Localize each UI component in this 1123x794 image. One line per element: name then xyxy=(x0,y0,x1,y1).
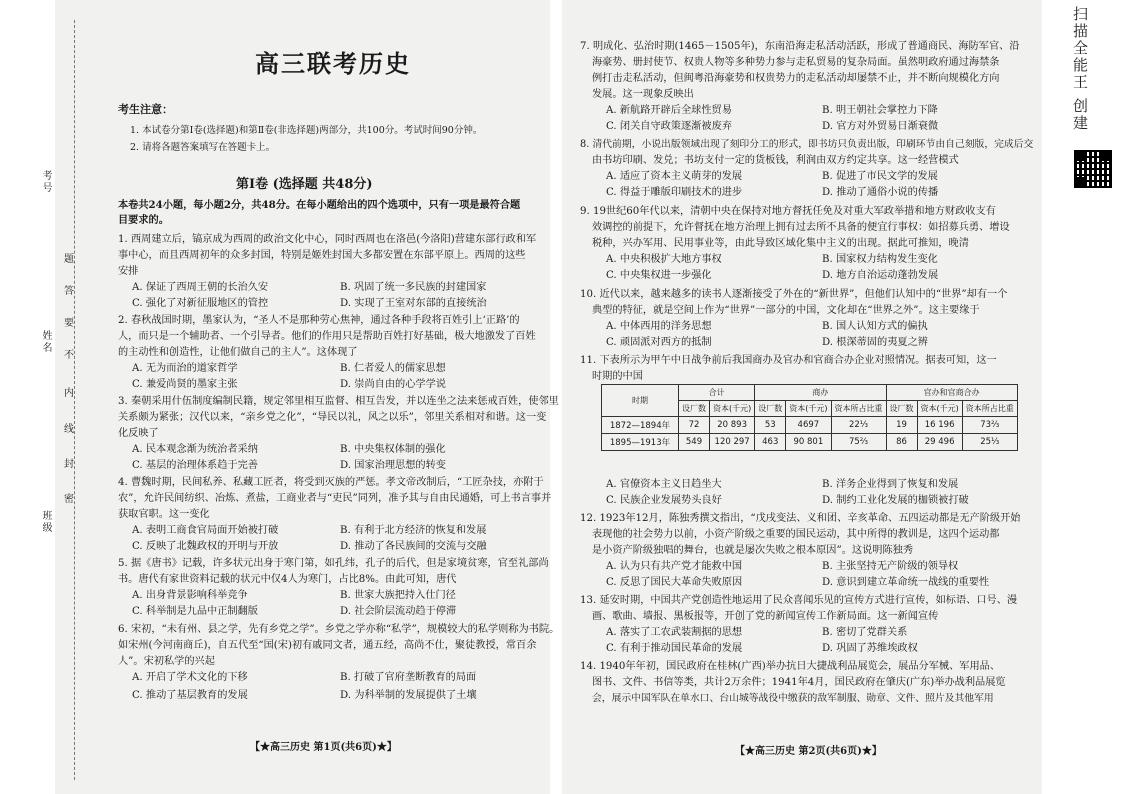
question-line: 税种，兴办军用、民用事业等，由此导致区域化集中主义的出现。据此可推知，晚清 xyxy=(592,238,969,249)
option: D. 为科举制的发展提供了土壤 xyxy=(340,690,477,701)
option: D. 巩固了苏维埃政权 xyxy=(822,643,918,654)
intro-line: 本卷共24小题，每小题2分，共48分。在每小题给出的四个选项中，只有一项是最符合题 xyxy=(118,199,521,211)
question-line: 7. 明成化、弘治时期(1465－1505年)，东南沿海走私活动活跃，形成了普通商民、海防军官、沿 xyxy=(580,41,1020,52)
table-cell: 16 196 xyxy=(917,417,962,434)
question-line: 3. 秦朝采用什伍制度编制民籍，规定邻里相互监督、相互告发，并以连坐之法来惩戒百姓，使邻里 xyxy=(118,396,559,407)
question-line: 化反映了 xyxy=(118,428,159,439)
option: C. 中央集权进一步强化 xyxy=(606,270,712,281)
option: A. 新航路开辟后全球性贸易 xyxy=(606,105,732,116)
option: C. 得益于雕版印刷技术的进步 xyxy=(606,187,743,198)
question-line: 农”，允许民间纺织、冶炼、煮盐，工商业者与“吏民”同列，准予其与自由民通婚，可上书言事并 xyxy=(118,493,552,504)
option: B. 打破了官府垄断教育的局面 xyxy=(340,672,477,683)
option: A. 中体西用的洋务思想 xyxy=(606,321,712,332)
option: C. 科举制是九品中正制翻版 xyxy=(132,606,258,617)
option: A. 落实了工农武装割据的思想 xyxy=(606,627,743,638)
option: D. 实现了王室对东部的直接统治 xyxy=(340,298,487,309)
table-cell: 1895—1913年 xyxy=(602,434,679,451)
table-cell: 25⅓ xyxy=(962,434,1017,451)
question-line: 图书、文件、书信等类，共计2万余件；1941年4月，国民政府在肇庆(广东)举办战利品展览 xyxy=(592,677,1006,688)
option: A. 中央积极扩大地方事权 xyxy=(606,254,722,265)
question-line: 的主动性和创造性，让他们做自己的主人”。这体现了 xyxy=(118,347,358,358)
option: C. 反映了北魏政权的开明与开放 xyxy=(132,541,279,552)
option: B. 明王朝社会掌控力下降 xyxy=(822,105,938,116)
option: B. 仁者爱人的儒家思想 xyxy=(340,363,446,374)
option: D. 国家治理思想的转变 xyxy=(340,460,446,471)
table-subheader: 资本(千元) xyxy=(917,401,962,417)
question-line: 4. 曹魏时期，民间私养、私藏工匠者，将受到灭族的严惩。孝文帝改制后，“工匠杂技，亦附于 xyxy=(118,477,544,488)
table-subheader: 资本(千元) xyxy=(786,401,831,417)
option: C. 强化了对新征服地区的管控 xyxy=(132,298,269,309)
question-line: 关系颇为紧张；汉代以来，“亲乡党之化”，“导民以礼，风之以乐”，邻里关系相对和谐。这一变 xyxy=(118,412,547,423)
enterprise-table xyxy=(601,384,1018,451)
table-subheader: 资本所占比重 xyxy=(962,401,1017,417)
seal-char: 答 xyxy=(64,286,74,297)
seal-char: 密 xyxy=(64,494,74,505)
question-line: 10. 近代以来，越来越多的读书人逐渐接受了外在的“新世界”，但他们认知中的“世界”却有一个 xyxy=(580,289,1008,300)
binding-gutter xyxy=(0,20,52,780)
table-cell: 22⅓ xyxy=(831,417,886,434)
question-line: 由书坊印刷、发兑；书坊支付一定的货板钱，利润由双方约定共享。这一经营模式 xyxy=(592,155,959,166)
option: A. 认为只有共产党才能救中国 xyxy=(606,561,743,572)
option: D. 推动了各民族间的交流与交融 xyxy=(340,541,487,552)
question-line: 11. 下表所示为甲午中日战争前后我国商办及官办和官商合办企业对照情况。据表可知，这一 xyxy=(580,355,997,366)
option: B. 主张坚持无产阶级的领导权 xyxy=(822,561,959,572)
option: B. 世家大族把持入仕门径 xyxy=(340,590,456,601)
option: B. 有利于北方经济的恢复和发展 xyxy=(340,525,487,536)
table-subheader: 资本所占比重 xyxy=(831,401,886,417)
option: A. 民本观念渐为统治者采纳 xyxy=(132,444,258,455)
table-cell: 463 xyxy=(755,434,786,451)
table-cell: 549 xyxy=(679,434,710,451)
question-line: 会，展示中国军队在单水口、台山城等战役中缴获的敌军制服、勋章、文件、照片及其他军用 xyxy=(592,693,994,704)
question-line: 5. 据《唐书》记载，许多状元出身于寒门第，如孔纬，孔子的后代，但是家境贫寒，官至礼部尚 xyxy=(118,558,549,569)
option: C. 闭关自守政策逐渐被废弃 xyxy=(606,121,732,132)
scanner-watermark: 扫描全能王 创建 xyxy=(1071,6,1089,132)
question-line: 时期的中国 xyxy=(592,371,643,382)
table-cell: 1872—1894年 xyxy=(602,417,679,434)
seal-char: 封 xyxy=(64,459,74,470)
seal-char: 内 xyxy=(64,388,74,399)
question-line: 画、歌曲、墙报、黑板报等，开创了党的新闻宣传工作新局面。这一新闻宣传 xyxy=(592,611,939,622)
intro-line: 目要求的。 xyxy=(118,214,169,226)
question-line: 9. 19世纪60年代以来，清朝中央在保持对地方督抚任免及对重大军政举措和地方财政收支有 xyxy=(580,206,996,217)
table-header: 官办和官商合办 xyxy=(886,385,1017,401)
option: D. 官方对外贸易日渐衰微 xyxy=(822,121,939,132)
option: D. 崇尚自由的心学学说 xyxy=(340,379,446,390)
seal-char: 线 xyxy=(64,424,74,435)
class-label: 班级 xyxy=(40,510,51,534)
table-cell: 72 xyxy=(679,417,710,434)
table-header: 商办 xyxy=(755,385,886,401)
table-subheader: 设厂数 xyxy=(755,401,786,417)
table-subheader: 设厂数 xyxy=(886,401,917,417)
question-line: 13. 延安时期，中国共产党创造性地运用了民众喜闻乐见的宣传方式进行宣传，如标语、口号、漫 xyxy=(580,595,1018,606)
binding-line xyxy=(74,20,75,780)
table-cell: 20 893 xyxy=(710,417,755,434)
option: B. 洋务企业得到了恢复和发展 xyxy=(822,479,959,490)
table-header: 时期 xyxy=(602,385,679,417)
table-subheader: 资本(千元) xyxy=(710,401,755,417)
name-label: 姓名 xyxy=(40,330,51,354)
option: D. 根深蒂固的夷夏之辨 xyxy=(822,337,928,348)
table-cell: 86 xyxy=(886,434,917,451)
question-line: 8. 清代前期，小说出版领域出现了刻印分工的形式，即书坊只负责出版，印刷环节由自己刻版，完成后交 xyxy=(580,139,1034,150)
option: D. 社会阶层流动趋于停滞 xyxy=(340,606,457,617)
question-line: 14. 1940年年初，国民政府在桂林(广西)举办抗日大捷战利品展览会，展品分军械、军用品、 xyxy=(580,661,1001,672)
question-line: 海豪势、册封使节、权贵人物等多种势力参与走私贸易的复杂局面。虽然明政府通过海禁条 xyxy=(592,57,1000,68)
table-cell: 120 297 xyxy=(710,434,755,451)
seal-char: 不 xyxy=(64,350,74,361)
table-cell: 73⅔ xyxy=(962,417,1017,434)
table-row xyxy=(602,434,1018,451)
question-line: 典型的特征，就是空间上作为“世界”一部分的中国，文化却在“世界之外”。这主要缘于 xyxy=(592,305,980,316)
question-line: 发展。这一现象反映出 xyxy=(592,89,694,100)
exam-number-label: 考号 xyxy=(40,170,51,194)
table-row xyxy=(602,417,1018,434)
option: D. 制约工业化发展的枷锁被打破 xyxy=(822,495,969,506)
page-footer: 【★高三历史 第1页(共6页)★】 xyxy=(250,742,397,753)
question-line: 例打击走私活动，但闽粤沿海豪势和权贵势力的走私活动却屡禁不止，并不断向规模化方向 xyxy=(592,73,1000,84)
option: A. 无为而治的道家哲学 xyxy=(132,363,238,374)
notice-heading: 考生注意： xyxy=(118,103,173,116)
question-line: 人”。宋初私学的兴起 xyxy=(118,656,215,667)
option: C. 兼爱尚贤的墨家主张 xyxy=(132,379,238,390)
option: B. 密切了党群关系 xyxy=(822,627,908,638)
question-line: 1. 西周建立后，镐京成为西周的政治文化中心，同时西周也在洛邑(今洛阳)营建东部行政和军 xyxy=(118,234,537,245)
table-cell: 29 496 xyxy=(917,434,962,451)
option: B. 国人认知方式的偏执 xyxy=(822,321,928,332)
question-line: 人，而只是一个辅助者、一个引导者。他们的作用只是帮助百姓打好基础，极大地激发了百姓 xyxy=(118,331,536,342)
option: C. 反思了国民大革命失败原因 xyxy=(606,577,743,588)
option: A. 开启了学术文化的下移 xyxy=(132,672,248,683)
option: C. 基层的治理体系趋于完善 xyxy=(132,460,258,471)
option: D. 推动了通俗小说的传播 xyxy=(822,187,939,198)
question-line: 表现他的社会势力以前，小资产阶级之重要的国民运动，其中所得的教训是，这四个运动都 xyxy=(592,529,1000,540)
option: A. 适应了资本主义萌芽的发展 xyxy=(606,171,743,182)
table-cell: 75⅔ xyxy=(831,434,886,451)
table-cell: 19 xyxy=(886,417,917,434)
seal-char: 要 xyxy=(64,318,74,329)
notice-line: 1. 本试卷分第Ⅰ卷(选择题)和第Ⅱ卷(非选择题)两部分，共100分。考试时间90分钟。 xyxy=(130,125,483,136)
page-title: 高三联考历史 xyxy=(255,49,411,78)
question-line: 是小资产阶级独唱的舞台，也就是屡次失败之根本原因”。这说明陈独秀 xyxy=(592,545,914,556)
table-cell: 4697 xyxy=(786,417,831,434)
question-line: 安排 xyxy=(118,266,139,277)
table-subheader: 设厂数 xyxy=(679,401,710,417)
question-line: 书。唐代有家世资料记载的状元中仅4人为寒门，占比8%。由此可知，唐代 xyxy=(118,574,457,585)
option: C. 顽固派对西方的抵制 xyxy=(606,337,712,348)
option: B. 促进了市民文学的发展 xyxy=(822,171,938,182)
seal-char: 题 xyxy=(64,254,74,265)
question-line: 效调控的前提下，允许督抚在地方治理上拥有过去所不具备的便宜行事权：如招募兵勇、增设 xyxy=(592,222,1010,233)
page-footer: 【★高三历史 第2页(共6页)★】 xyxy=(735,746,882,757)
option: A. 出身背景影响科举竞争 xyxy=(132,590,248,601)
option: D. 意识到建立革命统一战线的重要性 xyxy=(822,577,990,588)
question-line: 事中心，而且西周初年的众多封国，特别是姬姓封国大多都安置在东部平原上。西周的这些 xyxy=(118,250,526,261)
option: A. 表明工商食官局面开始被打破 xyxy=(132,525,279,536)
table-cell: 90 801 xyxy=(786,434,831,451)
option: A. 官僚资本主义日趋坐大 xyxy=(606,479,722,490)
option: C. 有利于推动国民革命的发展 xyxy=(606,643,743,654)
option: D. 地方自治运动蓬勃发展 xyxy=(822,270,939,281)
notice-line: 2. 请将各题答案填写在答题卡上。 xyxy=(130,142,276,153)
table-cell: 53 xyxy=(755,417,786,434)
option: B. 中央集权体制的强化 xyxy=(340,444,446,455)
question-line: 12. 1923年12月，陈独秀撰文指出，“戊戌变法、义和团、辛亥革命、五四运动都是无产阶级开始 xyxy=(580,513,1021,524)
table-header: 合计 xyxy=(679,385,755,401)
option: C. 推动了基层教育的发展 xyxy=(132,690,248,701)
section-heading: 第Ⅰ卷 (选择题 共48分) xyxy=(236,177,373,192)
question-line: 获取官职。这一变化 xyxy=(118,509,210,520)
option: B. 国家权力结构发生变化 xyxy=(822,254,938,265)
option: B. 巩固了统一多民族的封建国家 xyxy=(340,282,487,293)
option: C. 民族企业发展势头良好 xyxy=(606,495,722,506)
qr-code-icon xyxy=(1074,150,1112,188)
question-line: 如宋州(今河南商丘)，自五代至“国(宋)初有戚同文者，通五经，高尚不仕，聚徒教授，常百余 xyxy=(118,640,537,651)
question-line: 6. 宋初，“未有州、县之学，先有乡党之学”。乡党之学亦称“私学”，规模较大的私学则称为书院。 xyxy=(118,624,560,635)
question-line: 2. 春秋战国时期，墨家认为，“圣人不是那种劳心焦神，通过各种手段将百姓引上‘正路’的 xyxy=(118,315,520,326)
option: A. 保证了西周王朝的长治久安 xyxy=(132,282,269,293)
